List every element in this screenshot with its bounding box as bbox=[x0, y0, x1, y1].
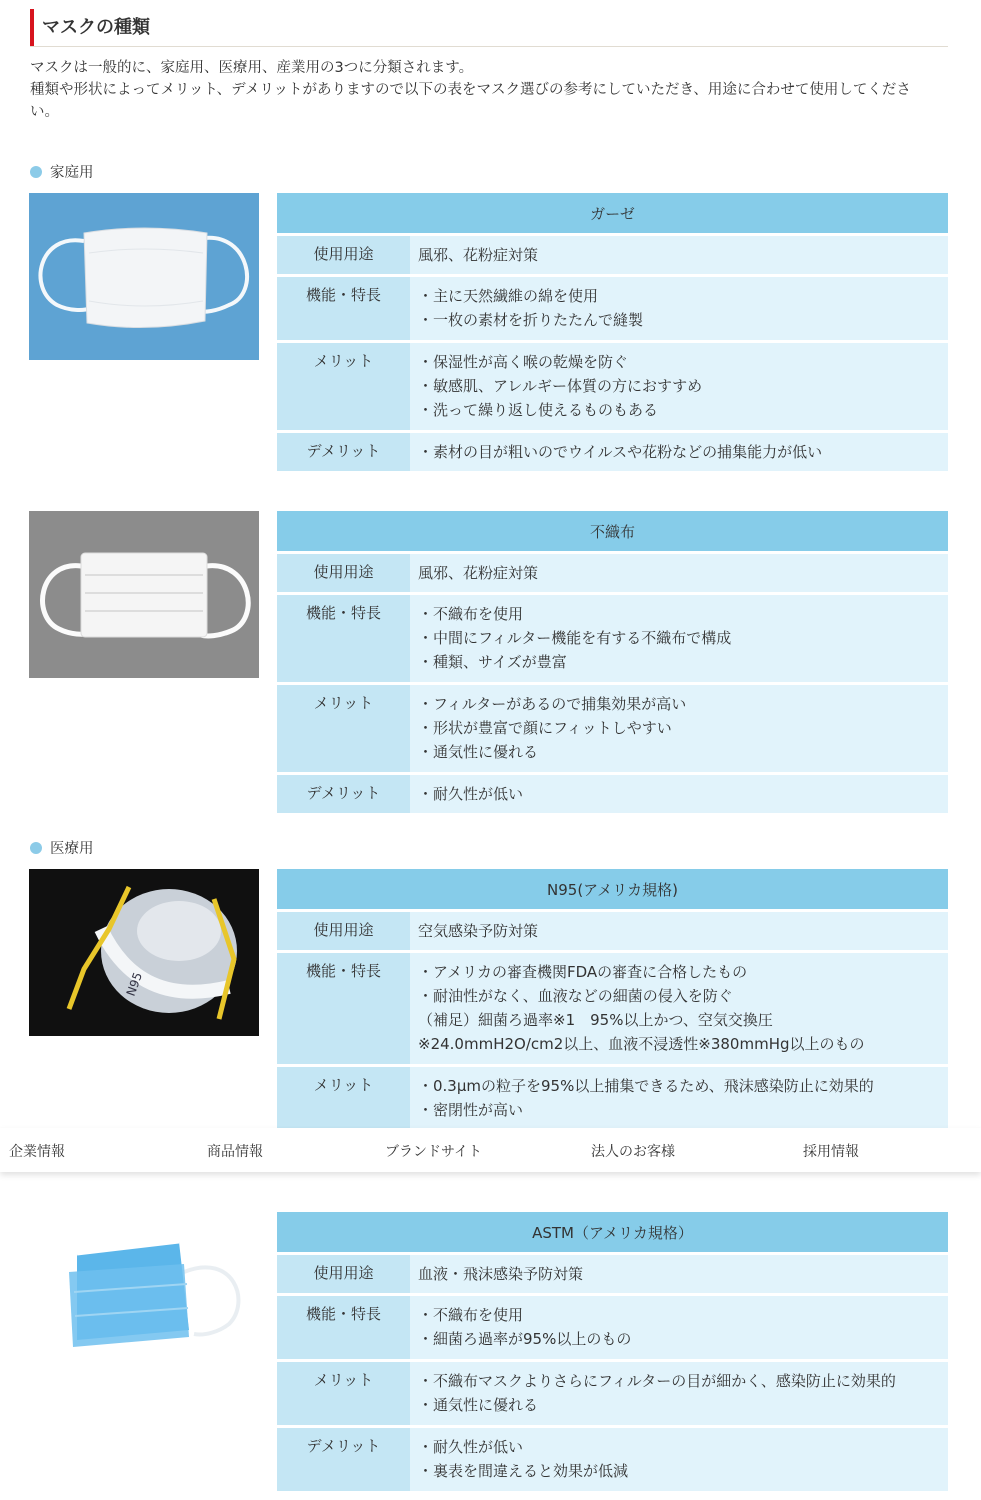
row-value-use bbox=[410, 554, 948, 592]
value-line: 空気感染予防対策 bbox=[418, 922, 539, 940]
value-line: ・アメリカの審査機関FDAの審査に合格したもの bbox=[418, 963, 748, 981]
row-label-feature: 機能・特長 bbox=[277, 595, 410, 682]
row-label-feature: 機能・特長 bbox=[277, 1296, 410, 1359]
value-line: ・密閉性が高い bbox=[418, 1101, 524, 1119]
value-line: 風邪、花粉症対策 bbox=[418, 564, 539, 582]
bullet-dot-icon bbox=[30, 842, 42, 854]
value-line: ・耐油性がなく、血液などの細菌の侵入を防ぐ bbox=[418, 987, 733, 1005]
row-label-feature: 機能・特長 bbox=[277, 953, 410, 1064]
row-value-feature bbox=[410, 277, 948, 340]
row-value-use bbox=[410, 912, 948, 950]
value-line: 血液・飛沫感染予防対策 bbox=[418, 1265, 584, 1283]
row-value-feature bbox=[410, 953, 948, 1064]
section-label-medical bbox=[30, 837, 94, 858]
value-line: ・敏感肌、アレルギー体質の方におすすめ bbox=[418, 377, 703, 395]
spec-table-n95 bbox=[277, 866, 948, 1133]
value-line: ・素材の目が粗いのでウイルスや花粉などの捕集能力が低い bbox=[418, 443, 823, 461]
nonwoven-mask-image bbox=[29, 511, 259, 678]
value-line: ・裏表を間違えると効果が低減 bbox=[418, 1462, 629, 1480]
value-line: ・細菌ろ過率が95%以上のもの bbox=[418, 1330, 632, 1348]
value-line: ・中間にフィルター機能を有する不織布で構成 bbox=[418, 629, 732, 647]
page-heading bbox=[30, 9, 948, 47]
row-value-use bbox=[410, 1255, 948, 1293]
value-line: ・不織布マスクよりさらにフィルターの目が細かく、感染防止に効果的 bbox=[418, 1372, 896, 1390]
row-label-use: 使用用途 bbox=[277, 236, 410, 274]
spec-table-nonwoven bbox=[277, 508, 948, 816]
intro-line: マスクは一般的に、家庭用、医療用、産業用の3つに分類されます。 bbox=[30, 60, 474, 76]
value-line: ・通気性に優れる bbox=[418, 1396, 539, 1414]
footer-link-recruit[interactable]: 採用情報 bbox=[803, 1144, 859, 1160]
row-label-demerit: デメリット bbox=[277, 1428, 410, 1491]
value-line: ・0.3μmの粒子を95%以上捕集できるため、飛沫感染防止に効果的 bbox=[418, 1077, 874, 1095]
value-line: ・保湿性が高く喉の乾燥を防ぐ bbox=[418, 353, 629, 371]
intro-line: 種類や形状によってメリット、デメリットがありますので以下の表をマスク選びの参考にしていただき、用途に合わせて使用してくださ bbox=[30, 82, 911, 98]
row-label-merit: メリット bbox=[277, 1067, 410, 1130]
value-line: ・不織布を使用 bbox=[418, 605, 524, 623]
row-label-demerit: デメリット bbox=[277, 433, 410, 471]
value-line: ・不織布を使用 bbox=[418, 1306, 524, 1324]
value-line: 風邪、花粉症対策 bbox=[418, 246, 539, 264]
row-label-merit: メリット bbox=[277, 685, 410, 772]
row-value-merit bbox=[410, 343, 948, 430]
heading-accent-bar bbox=[30, 9, 34, 46]
row-value-merit bbox=[410, 1067, 948, 1130]
table-title: N95(アメリカ規格) bbox=[277, 869, 948, 909]
table-title: ガーゼ bbox=[277, 193, 948, 233]
value-line: ・通気性に優れる bbox=[418, 743, 539, 761]
footer-link-business[interactable]: 法人のお客様 bbox=[591, 1144, 675, 1160]
footer-link-brand[interactable]: ブランドサイト bbox=[385, 1144, 483, 1160]
row-value-use bbox=[410, 236, 948, 274]
spec-table-gauze bbox=[277, 190, 948, 474]
value-line: ・種類、サイズが豊富 bbox=[418, 653, 567, 671]
value-line: ・フィルターがあるので捕集効果が高い bbox=[418, 695, 687, 713]
row-label-use: 使用用途 bbox=[277, 912, 410, 950]
footer-nav bbox=[0, 1128, 981, 1172]
bullet-dot-icon bbox=[30, 166, 42, 178]
section-label-text: 医療用 bbox=[50, 841, 94, 857]
page-title: マスクの種類 bbox=[42, 17, 150, 38]
row-value-demerit bbox=[410, 433, 948, 471]
value-line: ※24.0mmH2O/cm2以上、血液不浸透性※380mmHg以上のもの bbox=[418, 1035, 865, 1053]
section-label-home bbox=[30, 161, 94, 182]
section-label-text: 家庭用 bbox=[50, 165, 94, 181]
row-value-feature bbox=[410, 595, 948, 682]
row-label-use: 使用用途 bbox=[277, 1255, 410, 1293]
value-line: ・一枚の素材を折りたたんで縫製 bbox=[418, 311, 644, 329]
table-title: ASTM（アメリカ規格） bbox=[277, 1212, 948, 1252]
intro-line: い。 bbox=[30, 104, 59, 120]
table-title: 不織布 bbox=[277, 511, 948, 551]
row-label-demerit: デメリット bbox=[277, 775, 410, 813]
row-value-merit bbox=[410, 685, 948, 772]
n95-print-text: N95 bbox=[123, 970, 146, 999]
row-label-merit: メリット bbox=[277, 343, 410, 430]
spec-table-astm bbox=[277, 1209, 948, 1494]
row-value-feature bbox=[410, 1296, 948, 1359]
row-label-merit: メリット bbox=[277, 1362, 410, 1425]
row-label-use: 使用用途 bbox=[277, 554, 410, 592]
astm-mask-image bbox=[29, 1212, 259, 1379]
value-line: ・耐久性が低い bbox=[418, 1438, 524, 1456]
value-line: （補足）細菌ろ過率※1 95%以上かつ、空気交換圧 bbox=[418, 1011, 773, 1029]
gauze-mask-image bbox=[29, 193, 259, 360]
row-value-demerit bbox=[410, 1428, 948, 1491]
row-label-feature: 機能・特長 bbox=[277, 277, 410, 340]
intro-text bbox=[30, 57, 948, 123]
row-value-merit bbox=[410, 1362, 948, 1425]
value-line: ・耐久性が低い bbox=[418, 785, 524, 803]
footer-link-company[interactable]: 企業情報 bbox=[9, 1144, 65, 1160]
value-line: ・形状が豊富で顔にフィットしやすい bbox=[418, 719, 672, 737]
footer-link-products[interactable]: 商品情報 bbox=[207, 1144, 263, 1160]
n95-mask-image bbox=[29, 869, 259, 1036]
value-line: ・主に天然繊維の綿を使用 bbox=[418, 287, 599, 305]
value-line: ・洗って繰り返し使えるものもある bbox=[418, 401, 659, 419]
row-value-demerit bbox=[410, 775, 948, 813]
